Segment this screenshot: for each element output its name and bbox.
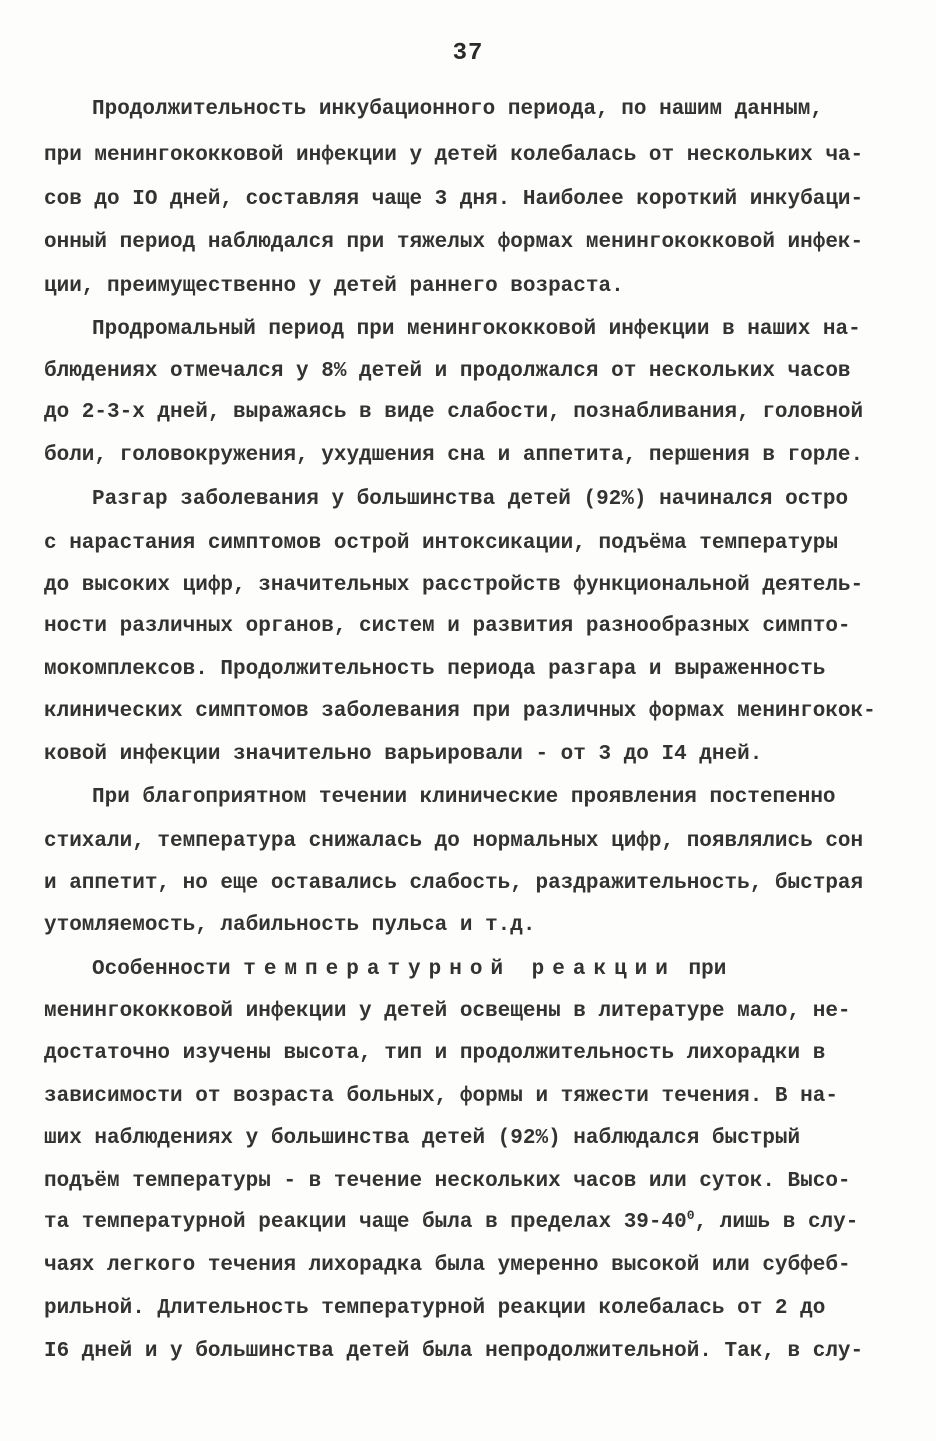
text-line: до высоких цифр, значительных расстройств функциональной деятель- xyxy=(44,574,864,597)
text-line: с нарастания симптомов острой интоксикации, подъёма температуры xyxy=(44,532,838,555)
superscript-before: та температурной реакции чаще была в пределах 39-40 xyxy=(44,1211,687,1234)
text-line: мокомплексов. Продолжительность периода разгара и выраженность xyxy=(44,658,826,681)
text-line: стихали, температура снижалась до нормальных цифр, появлялись сон xyxy=(44,830,864,853)
text-line: ковой инфекции значительно варьировали - от 3 до I4 дней. xyxy=(44,743,763,766)
text-line: и аппетит, но еще оставались слабость, раздражительность, быстрая xyxy=(44,872,864,895)
split-first: чаях легкого течения xyxy=(44,1254,297,1277)
text-line: ших наблюдениях у большинства детей (92%) наблюдался быстрый xyxy=(44,1127,801,1150)
superscript-after: , лишь в слу- xyxy=(694,1211,859,1234)
split-rest: лихорадка была умеренно высокой или субфеб- xyxy=(308,1254,851,1277)
text-line: до 2-3-х дней, выражаясь в виде слабости, познабливания, головной xyxy=(44,401,864,424)
spaced-tail: при xyxy=(688,958,727,981)
text-line: Разгар заболевания у большинства детей (92%) начинался остро xyxy=(92,488,849,511)
text-line: достаточно изучены высота, тип и продолжительность лихорадки в xyxy=(44,1042,826,1065)
text-line: I6 дней и у большинства детей была непродолжительной. Так, в слу- xyxy=(44,1340,864,1363)
text-line xyxy=(44,1251,894,1281)
text-line: при менингококковой инфекции у детей колебалась от нескольких ча- xyxy=(44,144,864,167)
superscript-degree: 0 xyxy=(686,1208,695,1223)
text-line-spaced xyxy=(92,955,894,985)
text-line: менингококковой инфекции у детей освещены в литературе мало, не- xyxy=(44,1000,851,1023)
text-line: клинических симптомов заболевания при различных формах менингокок- xyxy=(44,700,876,723)
text-line: зависимости от возраста больных, формы и тяжести течения. В на- xyxy=(44,1085,838,1108)
spaced-lead: Особенности xyxy=(92,958,231,981)
text-line: Продолжительность инкубационного периода, по нашим данным, xyxy=(92,98,823,121)
text-line: утомляемость, лабильность пульса и т.д. xyxy=(44,914,536,937)
spaced-emphasis: температурной реакции xyxy=(243,958,676,981)
text-line: ности различных органов, систем и развития разнообразных симпто- xyxy=(44,615,851,638)
text-line: подъём температуры - в течение нескольких часов или суток. Высо- xyxy=(44,1170,851,1193)
text-line: ции, преимущественно у детей раннего возраста. xyxy=(44,275,624,298)
text-line: рильной. Длительность температурной реакции колебалась от 2 до xyxy=(44,1297,826,1320)
text-line-superscript xyxy=(44,1208,894,1238)
text-line: Продромальный период при менингококковой инфекции в наших на- xyxy=(92,318,861,341)
text-line: онный период наблюдался при тяжелых формах менингококковой инфек- xyxy=(44,231,864,254)
page-number: 37 xyxy=(452,40,484,67)
text-line: боли, головокружения, ухудшения сна и аппетита, першения в горле. xyxy=(44,444,864,467)
text-line: При благоприятном течении клинические проявления постепенно xyxy=(92,786,836,809)
text-line: блюдениях отмечался у 8% детей и продолжался от нескольких часов xyxy=(44,360,851,383)
text-line: сов до IO дней, составляя чаще 3 дня. Наиболее короткий инкубаци- xyxy=(44,188,864,211)
